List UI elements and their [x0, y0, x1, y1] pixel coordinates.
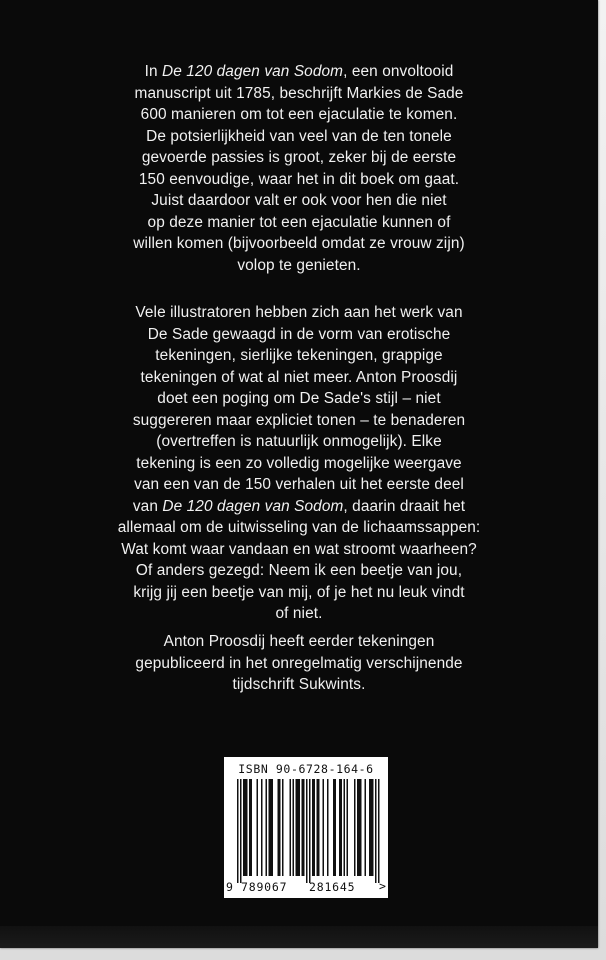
ean-right-group: 281645 — [309, 880, 356, 894]
text-run: gevoerde passies is groot, zeker bij de eerste — [141, 149, 457, 166]
barcode-bar — [246, 779, 248, 876]
barcode-bar — [333, 779, 335, 876]
text-run: , daarin draait het — [343, 497, 466, 515]
barcode-bar — [365, 779, 367, 876]
text-line — [52, 496, 546, 518]
text-line — [52, 582, 546, 604]
text-run: krijg jij een beetje van mij, of je het nu leuk vindt — [133, 583, 465, 601]
text-line — [52, 453, 546, 475]
barcode-bar — [279, 779, 281, 876]
text-run: volop te genieten. — [237, 256, 361, 274]
text-run: De potsierlijkheid van veel van de ten tonele — [146, 127, 452, 145]
text-run: van — [132, 497, 163, 515]
barcode-bar — [290, 779, 292, 876]
barcode-bar — [318, 779, 320, 876]
barcode-bar — [306, 779, 308, 883]
barcode-bar — [297, 779, 299, 876]
barcode-bar — [327, 779, 329, 876]
text-run: op deze manier tot een ejaculatie kunnen of — [147, 213, 451, 231]
barcode-bar — [266, 779, 268, 876]
barcode-bar — [371, 779, 373, 876]
barcode-bar — [249, 779, 251, 876]
ean-left-group: 789067 — [241, 880, 288, 894]
text-line — [52, 474, 546, 496]
barcode-bars — [230, 779, 382, 883]
text-line — [52, 212, 546, 234]
text-line — [52, 104, 546, 126]
barcode-bar — [375, 779, 377, 883]
barcode-bar — [341, 779, 343, 876]
text-line — [52, 255, 546, 277]
barcode-bar — [243, 779, 245, 876]
text-run: tekeningen, sierlijke tekeningen, grappige — [155, 347, 443, 364]
barcode-bar — [302, 779, 304, 876]
text-line — [52, 431, 546, 453]
blurb-paragraph-1 — [52, 61, 546, 276]
text-line — [52, 560, 546, 582]
blurb-paragraph-2 — [52, 302, 546, 625]
barcode-bar — [378, 779, 380, 883]
text-line — [52, 603, 546, 625]
text-line — [52, 517, 546, 539]
text-run: manuscript uit 1785, beschrijft Markies de Sade — [134, 84, 464, 102]
barcode-bar — [372, 779, 374, 876]
ean-first-digit: 9 — [226, 880, 233, 894]
text-line — [52, 367, 546, 389]
text-line — [52, 302, 546, 324]
barcode-bar — [261, 779, 263, 876]
text-line — [52, 539, 546, 561]
barcode-bar — [251, 779, 253, 876]
text-run: tijdschrift Sukwints. — [232, 676, 366, 693]
barcode-bar — [299, 779, 301, 876]
barcode-bar — [317, 779, 319, 876]
barcode-bar — [339, 779, 341, 876]
text-line — [52, 653, 546, 675]
text-line — [52, 410, 546, 432]
text-run: Juist daardoor valt er ook voor hen die niet — [151, 192, 447, 209]
barcode-bar — [245, 779, 247, 876]
text-run: Of anders gezegd: Neem ik een beetje van jou, — [135, 562, 463, 579]
text-line — [52, 324, 546, 346]
barcode-bar — [359, 779, 361, 876]
barcode-bar — [309, 779, 311, 883]
barcode-bar — [357, 779, 359, 876]
text-line — [52, 388, 546, 410]
text-run: In — [144, 63, 163, 80]
barcode-bar — [360, 779, 362, 876]
text-run: Wat komt waar vandaan en wat stroomt waarheen? — [121, 540, 477, 558]
text-line — [52, 345, 546, 367]
text-run: Anton Proosdij heeft eerder tekeningen — [163, 633, 435, 650]
barcode-bar — [314, 779, 316, 876]
text-run: tekening is een zo volledig mogelijke weergave — [136, 454, 462, 472]
barcode-bar — [296, 779, 298, 876]
isbn-barcode — [224, 757, 388, 898]
barcode-bar — [344, 779, 346, 876]
text-run: , een onvoltooid — [343, 63, 454, 80]
barcode-bar — [237, 779, 239, 883]
barcode-bar — [293, 779, 295, 876]
barcode-bar — [270, 779, 272, 876]
text-run: (overtreffen is natuurlijk onmogelijk). Elke — [156, 433, 442, 450]
text-line — [52, 61, 546, 83]
text-run: willen komen (bijvoorbeeld omdat ze vrouw zijn) — [133, 235, 465, 252]
text-run: Vele illustratoren hebben zich aan het werk van — [135, 304, 463, 321]
text-run: De Sade gewaagd in de vorm van erotische — [147, 325, 451, 343]
barcode-bar — [354, 779, 356, 876]
text-run: tekeningen of wat al niet meer. Anton Proosdij — [140, 368, 458, 386]
barcode-bar — [257, 779, 259, 876]
text-run: allemaal om de uitwisseling van de lichaamssappen: — [117, 519, 481, 536]
barcode-bar — [323, 779, 325, 876]
barcode-bar — [369, 779, 371, 876]
text-line — [52, 190, 546, 212]
text-run: of niet. — [275, 605, 323, 622]
text-run: 150 eenvoudige, waar het in dit boek om gaat. — [138, 170, 460, 188]
barcode-bar — [312, 779, 314, 876]
text-run: gepubliceerd in het onregelmatig verschijnende — [135, 654, 463, 672]
barcode-bar — [303, 779, 305, 876]
barcode-bar — [278, 779, 280, 876]
text-line — [52, 147, 546, 169]
cover-bottom-edge — [0, 926, 598, 948]
text-run: doet een poging om De Sade's stijl – niet — [157, 390, 441, 407]
barcode-bar — [282, 779, 284, 876]
text-line — [52, 631, 546, 653]
barcode-bar — [240, 779, 242, 883]
text-run: van een van de 150 verhalen uit het eerste deel — [134, 476, 464, 493]
isbn-label: ISBN 90-6728-164-6 — [238, 762, 374, 776]
barcode-bar — [347, 779, 349, 876]
book-title-italic: De 120 dagen van Sodom — [162, 497, 344, 515]
ean-quiet-zone-arrow: > — [379, 879, 386, 893]
author-note-paragraph — [52, 631, 546, 696]
book-title-italic: De 120 dagen van Sodom — [162, 63, 344, 80]
barcode-bar — [335, 779, 337, 876]
text-line — [52, 83, 546, 105]
text-line — [52, 233, 546, 255]
barcode-bar — [269, 779, 271, 876]
text-run: suggereren maar expliciet tonen – te benaderen — [132, 411, 466, 429]
barcode-bar — [272, 779, 274, 876]
text-line — [52, 169, 546, 191]
text-run: 600 manieren om tot een ejaculatie te komen. — [140, 106, 458, 123]
text-line — [52, 674, 546, 696]
text-line — [52, 126, 546, 148]
